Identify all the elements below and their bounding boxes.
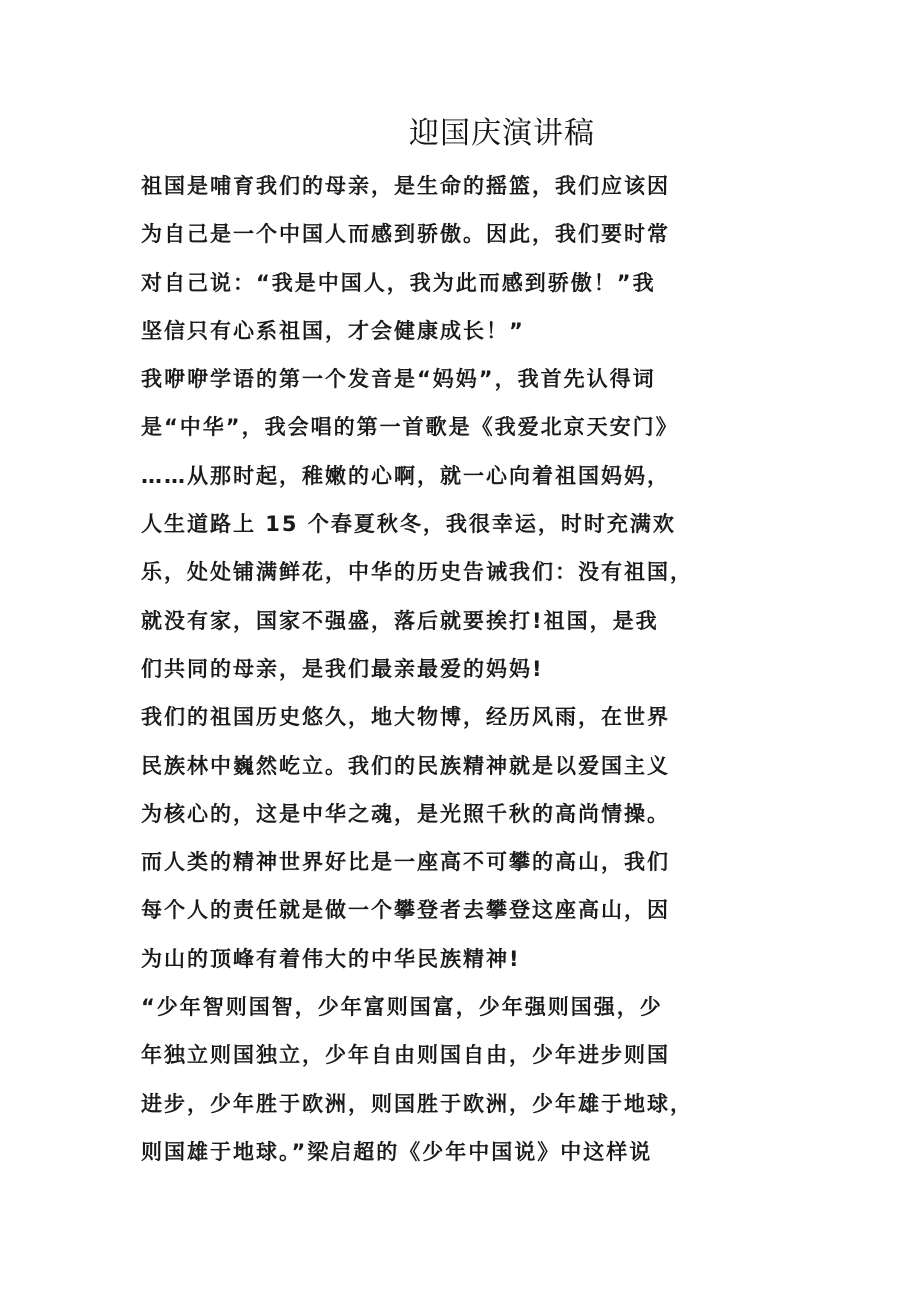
text-line: “少年智则国智，少年富则国富，少年强则国强，少 — [141, 995, 663, 1020]
text-line: 年独立则国独立，少年自由则国自由，少年进步则国 — [141, 1043, 670, 1068]
text-line: 我咿咿学语的第一个发音是“妈妈”，我首先认得词 — [141, 367, 656, 392]
document-body — [141, 162, 821, 1176]
text-line: 人生道路上 15 个春夏秋冬，我很幸运，时时充满欢 — [141, 512, 676, 537]
text-line: 每个人的责任就是做一个攀登者去攀登这座高山，因 — [141, 898, 670, 923]
text-line: 而人类的精神世界好比是一座高不可攀的高山，我们 — [141, 850, 670, 875]
text-line: 就没有家，国家不强盛，落后就要挨打!祖国，是我 — [141, 608, 659, 633]
text-line: 对自己说：“我是中国人，我为此而感到骄傲！”我 — [141, 270, 656, 295]
text-line: 民族林中巍然屹立。我们的民族精神就是以爱国主义 — [141, 753, 670, 778]
text-line: 为山的顶峰有着伟大的中华民族精神! — [141, 946, 521, 971]
text-line: 进步，少年胜于欧洲，则国胜于欧洲，少年雄于地球， — [141, 1091, 693, 1116]
text-line: 们共同的母亲，是我们最亲最爱的妈妈! — [141, 656, 544, 681]
text-line: 我们的祖国历史悠久，地大物博，经历风雨，在世界 — [141, 705, 670, 730]
paragraph-3 — [141, 693, 821, 983]
text-line: ……从那时起，稚嫩的心啊，就一心向着祖国妈妈， — [141, 463, 670, 488]
text-line: 为自己是一个中国人而感到骄傲。因此，我们要时常 — [141, 222, 670, 247]
text-line: 为核心的，这是中华之魂，是光照千秋的高尚情操。 — [141, 801, 670, 826]
paragraph-4 — [141, 983, 821, 1176]
text-line: 则国雄于地球。”梁启超的《少年中国说》中这样说 — [141, 1139, 653, 1164]
text-line: 是“中华”，我会唱的第一首歌是《我爱北京天安门》 — [141, 415, 679, 440]
text-line: 乐，处处铺满鲜花，中华的历史告诫我们：没有祖国， — [141, 560, 693, 585]
text-line: 祖国是哺育我们的母亲，是生命的摇篮，我们应该因 — [141, 174, 670, 198]
paragraph-1 — [141, 162, 821, 355]
document-title: 迎国庆演讲稿 — [409, 116, 595, 151]
paragraph-2 — [141, 355, 821, 693]
text-line: 坚信只有心系祖国，才会健康成长！” — [141, 318, 525, 343]
